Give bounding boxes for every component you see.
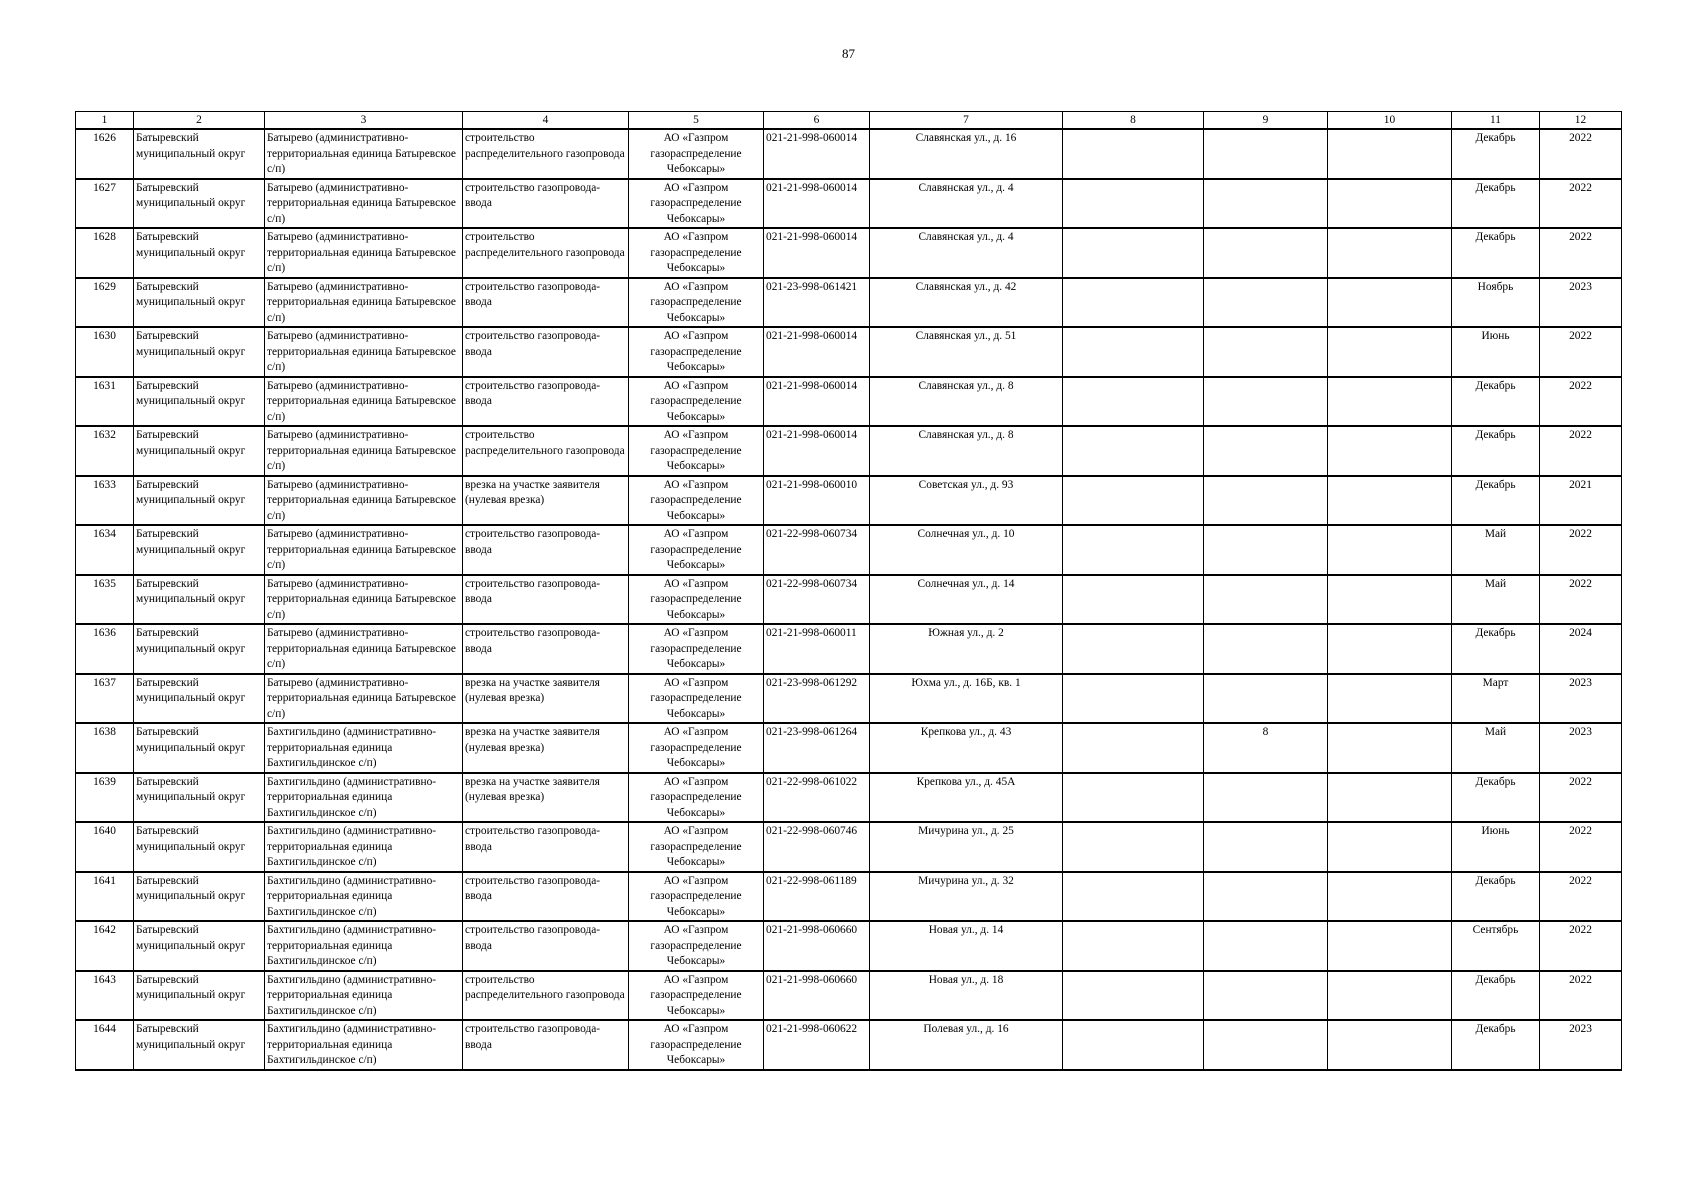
cell-col-10 <box>1328 674 1452 724</box>
cell-month: Сентябрь <box>1452 921 1540 971</box>
cell-month: Декабрь <box>1452 624 1540 674</box>
cell-organization: АО «Газпром газораспределение Чебоксары» <box>629 129 764 179</box>
cell-col-9: 8 <box>1204 723 1328 773</box>
cell-address: Мичурина ул., д. 32 <box>870 872 1063 922</box>
cell-settlement: Батырево (административно-территориальная единица Батыревское с/п) <box>265 327 463 377</box>
column-header-9: 9 <box>1204 112 1328 130</box>
table-row <box>76 1020 1622 1070</box>
cell-month: Май <box>1452 723 1540 773</box>
cell-settlement: Батырево (административно-территориальная единица Батыревское с/п) <box>265 278 463 328</box>
cell-application-number: 021-21-998-060014 <box>764 179 870 229</box>
cell-col-9 <box>1204 179 1328 229</box>
cell-month: Декабрь <box>1452 228 1540 278</box>
cell-col-9 <box>1204 822 1328 872</box>
table-row <box>76 872 1622 922</box>
cell-settlement: Батырево (административно-территориальная единица Батыревское с/п) <box>265 179 463 229</box>
cell-organization: АО «Газпром газораспределение Чебоксары» <box>629 575 764 625</box>
cell-year: 2022 <box>1540 773 1622 823</box>
cell-row-number: 1637 <box>76 674 134 724</box>
cell-month: Май <box>1452 525 1540 575</box>
cell-application-number: 021-23-998-061421 <box>764 278 870 328</box>
cell-application-number: 021-21-998-060010 <box>764 476 870 526</box>
cell-col-9 <box>1204 525 1328 575</box>
cell-month: Декабрь <box>1452 476 1540 526</box>
cell-month: Декабрь <box>1452 773 1540 823</box>
cell-col-10 <box>1328 228 1452 278</box>
cell-address: Славянская ул., д. 8 <box>870 377 1063 427</box>
cell-month: Июнь <box>1452 822 1540 872</box>
cell-row-number: 1642 <box>76 921 134 971</box>
cell-district: Батыревский муниципальный округ <box>134 426 265 476</box>
cell-district: Батыревский муниципальный округ <box>134 872 265 922</box>
cell-year: 2022 <box>1540 575 1622 625</box>
cell-row-number: 1630 <box>76 327 134 377</box>
cell-row-number: 1631 <box>76 377 134 427</box>
cell-col-8 <box>1063 327 1204 377</box>
cell-year: 2022 <box>1540 525 1622 575</box>
cell-district: Батыревский муниципальный округ <box>134 476 265 526</box>
cell-col-10 <box>1328 525 1452 575</box>
cell-settlement: Батырево (административно-территориальная единица Батыревское с/п) <box>265 575 463 625</box>
cell-year: 2021 <box>1540 476 1622 526</box>
cell-settlement: Бахтигильдино (административно-территориальная единица Бахтигильдинское с/п) <box>265 921 463 971</box>
cell-col-9 <box>1204 129 1328 179</box>
cell-settlement: Батырево (административно-территориальная единица Батыревское с/п) <box>265 525 463 575</box>
cell-application-number: 021-22-998-060734 <box>764 525 870 575</box>
table-row <box>76 129 1622 179</box>
cell-col-8 <box>1063 674 1204 724</box>
cell-application-number: 021-21-998-060660 <box>764 971 870 1021</box>
cell-district: Батыревский муниципальный округ <box>134 129 265 179</box>
cell-organization: АО «Газпром газораспределение Чебоксары» <box>629 278 764 328</box>
cell-organization: АО «Газпром газораспределение Чебоксары» <box>629 179 764 229</box>
cell-col-10 <box>1328 377 1452 427</box>
cell-application-number: 021-23-998-061264 <box>764 723 870 773</box>
cell-organization: АО «Газпром газораспределение Чебоксары» <box>629 822 764 872</box>
cell-col-9 <box>1204 575 1328 625</box>
cell-settlement: Батырево (административно-территориальная единица Батыревское с/п) <box>265 624 463 674</box>
column-header-4: 4 <box>463 112 629 130</box>
cell-settlement: Бахтигильдино (административно-территориальная единица Бахтигильдинское с/п) <box>265 773 463 823</box>
table-row <box>76 822 1622 872</box>
cell-settlement: Батырево (административно-территориальная единица Батыревское с/п) <box>265 426 463 476</box>
cell-year: 2023 <box>1540 723 1622 773</box>
cell-application-number: 021-22-998-061022 <box>764 773 870 823</box>
cell-col-9 <box>1204 377 1328 427</box>
cell-organization: АО «Газпром газораспределение Чебоксары» <box>629 674 764 724</box>
cell-address: Юхма ул., д. 16Б, кв. 1 <box>870 674 1063 724</box>
cell-district: Батыревский муниципальный округ <box>134 575 265 625</box>
cell-row-number: 1626 <box>76 129 134 179</box>
cell-col-10 <box>1328 278 1452 328</box>
cell-year: 2024 <box>1540 624 1622 674</box>
cell-application-number: 021-21-998-060014 <box>764 129 870 179</box>
cell-address: Южная ул., д. 2 <box>870 624 1063 674</box>
cell-col-8 <box>1063 575 1204 625</box>
cell-work-type: врезка на участке заявителя (нулевая врезка) <box>463 476 629 526</box>
cell-settlement: Бахтигильдино (административно-территориальная единица Бахтигильдинское с/п) <box>265 822 463 872</box>
cell-month: Декабрь <box>1452 1020 1540 1070</box>
cell-address: Новая ул., д. 14 <box>870 921 1063 971</box>
cell-district: Батыревский муниципальный округ <box>134 921 265 971</box>
cell-col-8 <box>1063 525 1204 575</box>
cell-address: Крепкова ул., д. 45А <box>870 773 1063 823</box>
cell-month: Декабрь <box>1452 377 1540 427</box>
cell-col-8 <box>1063 921 1204 971</box>
cell-row-number: 1644 <box>76 1020 134 1070</box>
cell-address: Славянская ул., д. 4 <box>870 179 1063 229</box>
cell-organization: АО «Газпром газораспределение Чебоксары» <box>629 327 764 377</box>
column-header-2: 2 <box>134 112 265 130</box>
cell-col-10 <box>1328 624 1452 674</box>
cell-year: 2022 <box>1540 377 1622 427</box>
cell-settlement: Батырево (административно-территориальная единица Батыревское с/п) <box>265 377 463 427</box>
cell-col-10 <box>1328 327 1452 377</box>
gasification-table <box>75 111 1622 1071</box>
cell-col-9 <box>1204 1020 1328 1070</box>
cell-row-number: 1635 <box>76 575 134 625</box>
cell-district: Батыревский муниципальный округ <box>134 674 265 724</box>
table-row <box>76 575 1622 625</box>
cell-col-8 <box>1063 129 1204 179</box>
cell-organization: АО «Газпром газораспределение Чебоксары» <box>629 228 764 278</box>
cell-col-8 <box>1063 971 1204 1021</box>
cell-district: Батыревский муниципальный округ <box>134 624 265 674</box>
cell-organization: АО «Газпром газораспределение Чебоксары» <box>629 624 764 674</box>
cell-col-9 <box>1204 872 1328 922</box>
cell-organization: АО «Газпром газораспределение Чебоксары» <box>629 872 764 922</box>
cell-col-10 <box>1328 179 1452 229</box>
cell-application-number: 021-21-998-060014 <box>764 426 870 476</box>
cell-month: Ноябрь <box>1452 278 1540 328</box>
cell-col-10 <box>1328 822 1452 872</box>
cell-col-10 <box>1328 971 1452 1021</box>
cell-year: 2022 <box>1540 129 1622 179</box>
cell-col-10 <box>1328 1020 1452 1070</box>
cell-work-type: врезка на участке заявителя (нулевая врезка) <box>463 674 629 724</box>
cell-organization: АО «Газпром газораспределение Чебоксары» <box>629 476 764 526</box>
cell-month: Март <box>1452 674 1540 724</box>
cell-col-9 <box>1204 476 1328 526</box>
cell-district: Батыревский муниципальный округ <box>134 525 265 575</box>
cell-district: Батыревский муниципальный округ <box>134 228 265 278</box>
cell-year: 2022 <box>1540 872 1622 922</box>
cell-district: Батыревский муниципальный округ <box>134 723 265 773</box>
table-row <box>76 179 1622 229</box>
cell-district: Батыревский муниципальный округ <box>134 971 265 1021</box>
cell-application-number: 021-22-998-060746 <box>764 822 870 872</box>
cell-work-type: строительство газопровода-ввода <box>463 377 629 427</box>
cell-year: 2022 <box>1540 228 1622 278</box>
table-row <box>76 327 1622 377</box>
cell-work-type: строительство распределительного газопровода <box>463 426 629 476</box>
cell-address: Славянская ул., д. 51 <box>870 327 1063 377</box>
cell-work-type: врезка на участке заявителя (нулевая врезка) <box>463 723 629 773</box>
cell-year: 2022 <box>1540 921 1622 971</box>
cell-year: 2022 <box>1540 179 1622 229</box>
column-header-3: 3 <box>265 112 463 130</box>
cell-application-number: 021-21-998-060014 <box>764 327 870 377</box>
cell-address: Советская ул., д. 93 <box>870 476 1063 526</box>
cell-address: Крепкова ул., д. 43 <box>870 723 1063 773</box>
cell-year: 2023 <box>1540 674 1622 724</box>
cell-address: Солнечная ул., д. 14 <box>870 575 1063 625</box>
cell-work-type: строительство газопровода-ввода <box>463 179 629 229</box>
cell-col-10 <box>1328 773 1452 823</box>
cell-district: Батыревский муниципальный округ <box>134 179 265 229</box>
cell-work-type: строительство распределительного газопровода <box>463 228 629 278</box>
cell-col-8 <box>1063 1020 1204 1070</box>
cell-col-8 <box>1063 377 1204 427</box>
cell-address: Новая ул., д. 18 <box>870 971 1063 1021</box>
cell-work-type: врезка на участке заявителя (нулевая врезка) <box>463 773 629 823</box>
cell-col-9 <box>1204 278 1328 328</box>
cell-col-10 <box>1328 426 1452 476</box>
cell-address: Солнечная ул., д. 10 <box>870 525 1063 575</box>
cell-address: Мичурина ул., д. 25 <box>870 822 1063 872</box>
cell-organization: АО «Газпром газораспределение Чебоксары» <box>629 426 764 476</box>
cell-row-number: 1638 <box>76 723 134 773</box>
cell-district: Батыревский муниципальный округ <box>134 377 265 427</box>
cell-settlement: Бахтигильдино (административно-территориальная единица Бахтигильдинское с/п) <box>265 971 463 1021</box>
cell-work-type: строительство газопровода-ввода <box>463 872 629 922</box>
cell-year: 2022 <box>1540 971 1622 1021</box>
cell-organization: АО «Газпром газораспределение Чебоксары» <box>629 525 764 575</box>
cell-month: Июнь <box>1452 327 1540 377</box>
page-number: 87 <box>842 46 855 61</box>
cell-col-9 <box>1204 773 1328 823</box>
cell-month: Декабрь <box>1452 129 1540 179</box>
cell-month: Май <box>1452 575 1540 625</box>
cell-row-number: 1641 <box>76 872 134 922</box>
cell-work-type: строительство газопровода-ввода <box>463 278 629 328</box>
cell-col-8 <box>1063 872 1204 922</box>
cell-application-number: 021-23-998-061292 <box>764 674 870 724</box>
cell-application-number: 021-22-998-060734 <box>764 575 870 625</box>
table-row <box>76 228 1622 278</box>
table-header <box>76 112 1622 130</box>
cell-work-type: строительство газопровода-ввода <box>463 575 629 625</box>
cell-row-number: 1640 <box>76 822 134 872</box>
cell-district: Батыревский муниципальный округ <box>134 773 265 823</box>
table-row <box>76 426 1622 476</box>
cell-district: Батыревский муниципальный округ <box>134 1020 265 1070</box>
cell-col-8 <box>1063 426 1204 476</box>
cell-col-10 <box>1328 723 1452 773</box>
cell-settlement: Батырево (административно-территориальная единица Батыревское с/п) <box>265 476 463 526</box>
gasification-table-container <box>75 111 1621 1071</box>
cell-settlement: Бахтигильдино (административно-территориальная единица Бахтигильдинское с/п) <box>265 1020 463 1070</box>
cell-col-10 <box>1328 129 1452 179</box>
cell-row-number: 1643 <box>76 971 134 1021</box>
cell-col-9 <box>1204 921 1328 971</box>
cell-col-8 <box>1063 278 1204 328</box>
cell-col-8 <box>1063 773 1204 823</box>
table-row <box>76 377 1622 427</box>
cell-col-8 <box>1063 624 1204 674</box>
cell-year: 2022 <box>1540 426 1622 476</box>
cell-application-number: 021-21-998-060011 <box>764 624 870 674</box>
cell-application-number: 021-21-998-060660 <box>764 921 870 971</box>
cell-application-number: 021-21-998-060622 <box>764 1020 870 1070</box>
cell-settlement: Батырево (административно-территориальная единица Батыревское с/п) <box>265 129 463 179</box>
cell-settlement: Батырево (административно-территориальная единица Батыревское с/п) <box>265 674 463 724</box>
cell-row-number: 1634 <box>76 525 134 575</box>
cell-address: Славянская ул., д. 16 <box>870 129 1063 179</box>
cell-col-9 <box>1204 426 1328 476</box>
table-row <box>76 723 1622 773</box>
cell-year: 2022 <box>1540 822 1622 872</box>
cell-col-8 <box>1063 822 1204 872</box>
cell-work-type: строительство распределительного газопровода <box>463 971 629 1021</box>
cell-col-10 <box>1328 575 1452 625</box>
table-row <box>76 624 1622 674</box>
table-row <box>76 674 1622 724</box>
cell-month: Декабрь <box>1452 179 1540 229</box>
cell-work-type: строительство газопровода-ввода <box>463 624 629 674</box>
cell-work-type: строительство газопровода-ввода <box>463 327 629 377</box>
cell-address: Славянская ул., д. 42 <box>870 278 1063 328</box>
cell-row-number: 1627 <box>76 179 134 229</box>
table-row <box>76 971 1622 1021</box>
cell-col-10 <box>1328 872 1452 922</box>
table-body <box>76 129 1622 1070</box>
cell-organization: АО «Газпром газораспределение Чебоксары» <box>629 971 764 1021</box>
table-row <box>76 525 1622 575</box>
cell-col-8 <box>1063 476 1204 526</box>
cell-address: Славянская ул., д. 4 <box>870 228 1063 278</box>
cell-organization: АО «Газпром газораспределение Чебоксары» <box>629 1020 764 1070</box>
cell-settlement: Батырево (административно-территориальная единица Батыревское с/п) <box>265 228 463 278</box>
cell-settlement: Бахтигильдино (административно-территориальная единица Бахтигильдинское с/п) <box>265 872 463 922</box>
cell-month: Декабрь <box>1452 872 1540 922</box>
table-row <box>76 921 1622 971</box>
cell-col-8 <box>1063 723 1204 773</box>
table-row <box>76 773 1622 823</box>
column-header-11: 11 <box>1452 112 1540 130</box>
column-header-5: 5 <box>629 112 764 130</box>
cell-organization: АО «Газпром газораспределение Чебоксары» <box>629 773 764 823</box>
cell-month: Декабрь <box>1452 426 1540 476</box>
cell-col-10 <box>1328 476 1452 526</box>
table-row <box>76 278 1622 328</box>
cell-year: 2023 <box>1540 278 1622 328</box>
cell-col-9 <box>1204 971 1328 1021</box>
cell-col-10 <box>1328 921 1452 971</box>
column-header-1: 1 <box>76 112 134 130</box>
cell-application-number: 021-21-998-060014 <box>764 377 870 427</box>
header-row <box>76 112 1622 130</box>
column-header-7: 7 <box>870 112 1063 130</box>
table-row <box>76 476 1622 526</box>
column-header-12: 12 <box>1540 112 1622 130</box>
cell-work-type: строительство распределительного газопровода <box>463 129 629 179</box>
cell-row-number: 1628 <box>76 228 134 278</box>
cell-district: Батыревский муниципальный округ <box>134 278 265 328</box>
cell-row-number: 1629 <box>76 278 134 328</box>
cell-organization: АО «Газпром газораспределение Чебоксары» <box>629 921 764 971</box>
cell-col-9 <box>1204 674 1328 724</box>
cell-organization: АО «Газпром газораспределение Чебоксары» <box>629 377 764 427</box>
cell-district: Батыревский муниципальный округ <box>134 327 265 377</box>
cell-organization: АО «Газпром газораспределение Чебоксары» <box>629 723 764 773</box>
cell-col-8 <box>1063 228 1204 278</box>
cell-application-number: 021-22-998-061189 <box>764 872 870 922</box>
cell-address: Полевая ул., д. 16 <box>870 1020 1063 1070</box>
cell-row-number: 1633 <box>76 476 134 526</box>
cell-col-9 <box>1204 228 1328 278</box>
cell-row-number: 1636 <box>76 624 134 674</box>
cell-work-type: строительство газопровода-ввода <box>463 921 629 971</box>
cell-work-type: строительство газопровода-ввода <box>463 525 629 575</box>
cell-col-9 <box>1204 624 1328 674</box>
column-header-6: 6 <box>764 112 870 130</box>
cell-year: 2022 <box>1540 327 1622 377</box>
cell-address: Славянская ул., д. 8 <box>870 426 1063 476</box>
column-header-8: 8 <box>1063 112 1204 130</box>
cell-row-number: 1632 <box>76 426 134 476</box>
cell-col-9 <box>1204 327 1328 377</box>
cell-year: 2023 <box>1540 1020 1622 1070</box>
cell-month: Декабрь <box>1452 971 1540 1021</box>
column-header-10: 10 <box>1328 112 1452 130</box>
cell-district: Батыревский муниципальный округ <box>134 822 265 872</box>
cell-row-number: 1639 <box>76 773 134 823</box>
cell-work-type: строительство газопровода-ввода <box>463 822 629 872</box>
cell-settlement: Бахтигильдино (административно-территориальная единица Бахтигильдинское с/п) <box>265 723 463 773</box>
cell-application-number: 021-21-998-060014 <box>764 228 870 278</box>
cell-col-8 <box>1063 179 1204 229</box>
cell-work-type: строительство газопровода-ввода <box>463 1020 629 1070</box>
